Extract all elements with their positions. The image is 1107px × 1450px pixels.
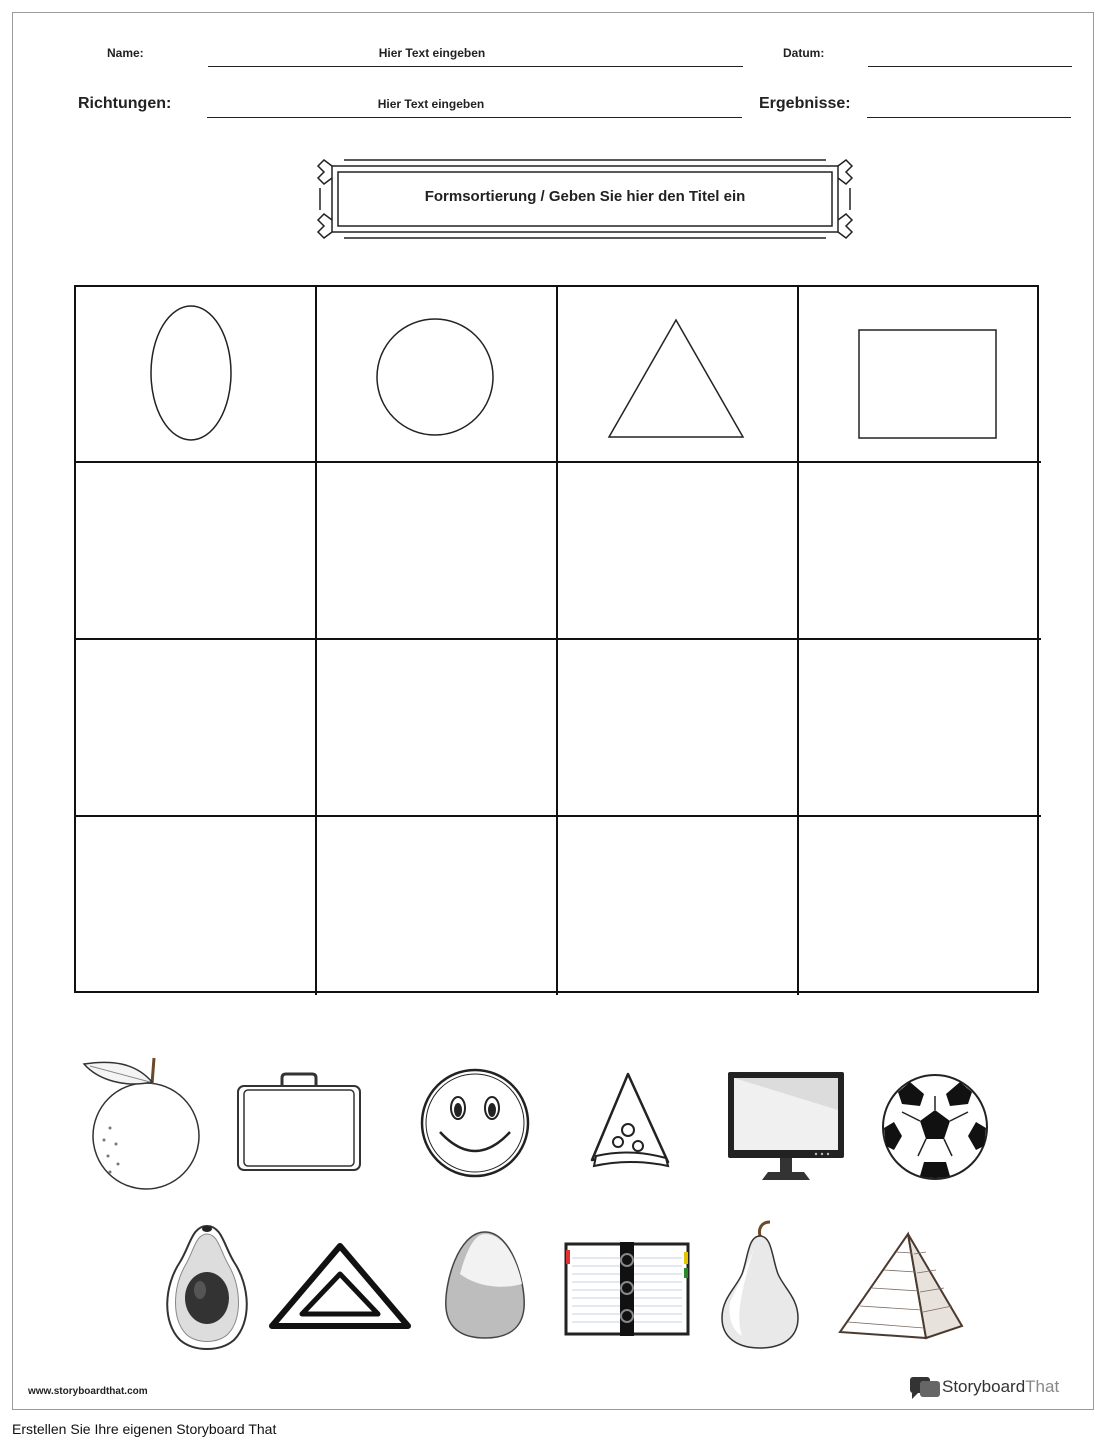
orange-icon[interactable] [80, 1052, 205, 1192]
grid-cell [799, 287, 1041, 463]
grid-cell[interactable] [799, 817, 1041, 995]
results-field[interactable] [867, 117, 1071, 118]
name-label: Name: [107, 46, 144, 60]
brand-that: That [1025, 1377, 1060, 1396]
pizza-slice-icon[interactable] [588, 1070, 672, 1172]
circle-icon [317, 287, 558, 463]
smiley-face-icon[interactable] [418, 1066, 532, 1180]
directions-line [207, 117, 742, 118]
website-url[interactable]: www.storyboardthat.com [28, 1386, 148, 1397]
name-line [208, 66, 743, 67]
title-frame [314, 156, 856, 242]
create-your-own-caption[interactable]: Erstellen Sie Ihre eigenen Storyboard That [12, 1421, 277, 1437]
triangle-icon [558, 287, 799, 463]
suitcase-icon[interactable] [234, 1070, 364, 1174]
grid-cell[interactable] [76, 463, 317, 640]
grid-cell[interactable] [799, 463, 1041, 640]
triangle-ruler-icon[interactable] [268, 1242, 412, 1330]
oval-icon [76, 287, 317, 463]
grid-cell[interactable] [317, 463, 558, 640]
grid-cell[interactable] [558, 463, 799, 640]
grid-cell [76, 287, 317, 463]
notebook-icon[interactable] [562, 1238, 692, 1338]
directions-field[interactable]: Hier Text eingeben [377, 97, 485, 111]
storyboardthat-logo[interactable] [908, 1374, 1059, 1400]
pyramid-icon[interactable] [836, 1230, 966, 1342]
date-label: Datum: [783, 46, 825, 60]
egg-icon[interactable] [440, 1228, 530, 1342]
brand-storyboard: Storyboard [942, 1377, 1026, 1396]
monitor-icon[interactable] [726, 1070, 846, 1188]
sorting-grid [74, 285, 1039, 993]
worksheet-title[interactable]: Formsortierung / Geben Sie hier den Titel ein [424, 188, 746, 205]
avocado-icon[interactable] [162, 1222, 252, 1352]
grid-cell [558, 287, 799, 463]
speech-bubble-logo-icon [908, 1375, 942, 1399]
grid-cell[interactable] [558, 817, 799, 995]
grid-cell[interactable] [558, 640, 799, 817]
grid-cell[interactable] [317, 817, 558, 995]
rectangle-icon [799, 287, 1041, 463]
grid-cell[interactable] [76, 817, 317, 995]
date-field[interactable] [868, 66, 1072, 67]
soccer-ball-icon[interactable] [880, 1072, 990, 1182]
name-field[interactable]: Hier Text eingeben [378, 46, 486, 60]
pear-icon[interactable] [718, 1218, 802, 1352]
grid-cell[interactable] [76, 640, 317, 817]
directions-label: Richtungen: [78, 95, 172, 112]
grid-cell[interactable] [317, 640, 558, 817]
grid-cell [317, 287, 558, 463]
grid-cell[interactable] [799, 640, 1041, 817]
results-label: Ergebnisse: [759, 95, 851, 112]
